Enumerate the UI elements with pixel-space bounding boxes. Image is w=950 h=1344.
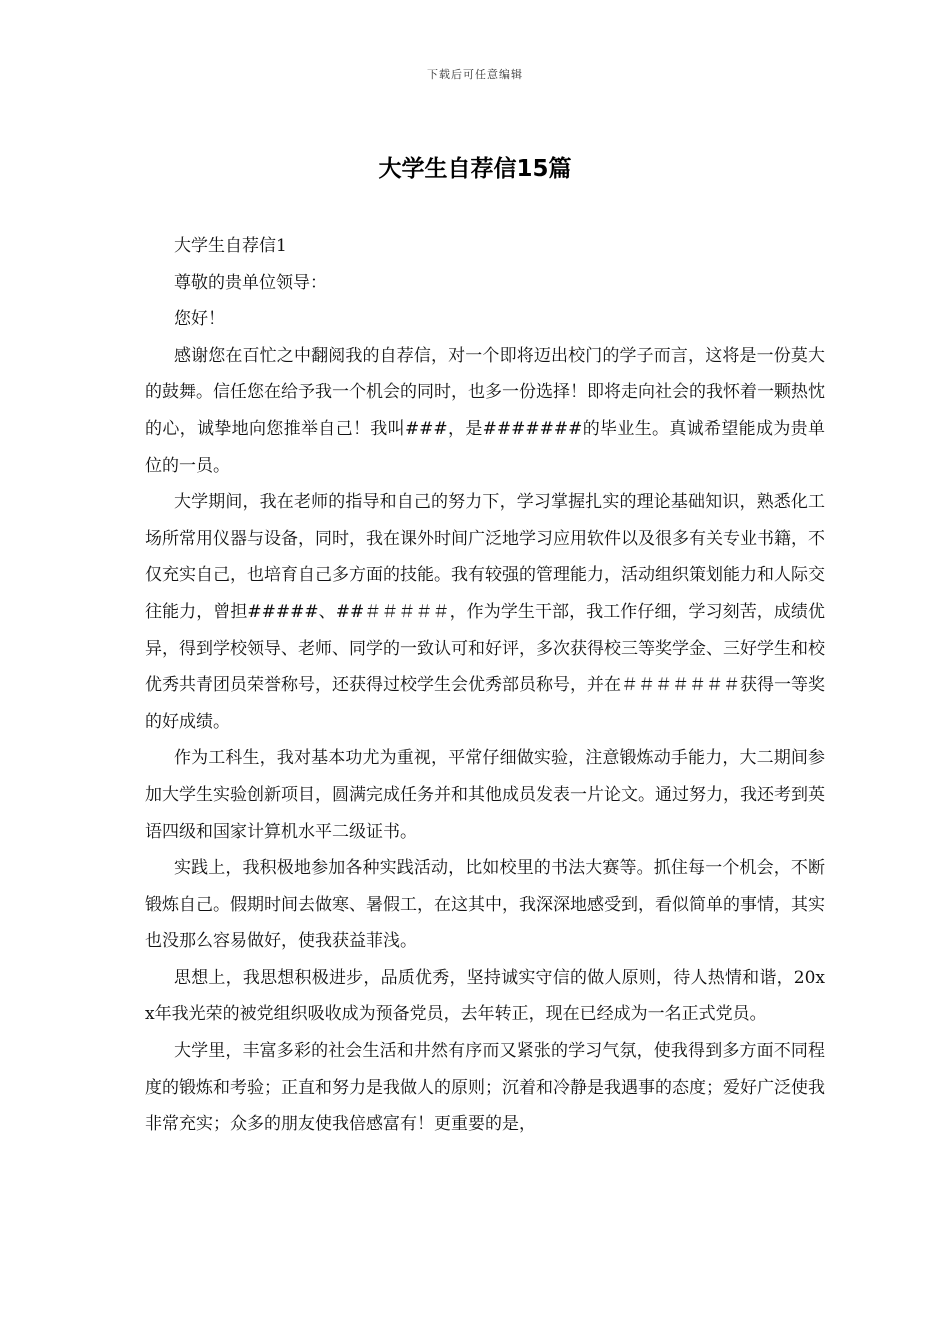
- body-paragraph: 感谢您在百忙之中翻阅我的自荐信，对一个即将迈出校门的学子而言，这将是一份莫大的鼓舞。信任您在给予我一个机会的同时，也多一份选择！即将走向社会的我怀着一颗热忱的心，诚挚地向您推举自己！我叫###，是#######的毕业生。真诚希望能成为贵单位的一员。: [145, 345, 825, 476]
- document-body: [145, 228, 825, 1143]
- body-paragraph: 作为工科生，我对基本功尤为重视，平常仔细做实验，注意锻炼动手能力，大二期间参加大学生实验创新项目，圆满完成任务并和其他成员发表一片论文。通过努力，我还考到英语四级和国家计算机水平二级证书。: [145, 748, 825, 842]
- body-paragraph: 大学里，丰富多彩的社会生活和井然有序而又紧张的学习气氛，使我得到多方面不同程度的锻炼和考验；正直和努力是我做人的原则；沉着和冷静是我遇事的态度；爱好广泛使我非常充实；众多的朋友使我倍感富有！更重要的是，: [145, 1041, 825, 1135]
- body-paragraph: 思想上，我思想积极进步，品质优秀，坚持诚实守信的做人原则，待人热情和谐，20xx年我光荣的被党组织吸收成为预备党员，去年转正，现在已经成为一名正式党员。: [145, 967, 825, 1025]
- body-paragraph: 实践上，我积极地参加各种实践活动，比如校里的书法大赛等。抓住每一个机会，不断锻炼自己。假期时间去做寒、暑假工，在这其中，我深深地感受到，看似简单的事情，其实也没那么容易做好，使我获益菲浅。: [145, 858, 825, 952]
- greeting: 您好！: [174, 309, 225, 330]
- body-paragraph: 大学期间，我在老师的指导和自己的努力下，学习掌握扎实的理论基础知识，熟悉化工场所常用仪器与设备，同时，我在课外时间广泛地学习应用软件以及很多有关专业书籍，不仅充实自己，也培育自己多方面的技能。我有较强的管理能力，活动组织策划能力和人际交往能力，曾担#####、##＃＃＃＃＃，作为学生干部，我工作仔细，学习刻苦，成绩优异，得到学校领导、老师、同学的一致认可和好评，多次获得校三等奖学金、三好学生和校优秀共青团员荣誉称号，还获得过校学生会优秀部员称号，并在＃＃＃＃＃＃＃获得一等奖的好成绩。: [145, 492, 825, 732]
- document-title: 大学生自荐信15篇: [378, 156, 572, 182]
- letter-heading: 大学生自荐信1: [174, 236, 287, 256]
- header-note: 下载后可任意编辑: [427, 68, 523, 81]
- salutation: 尊敬的贵单位领导：: [174, 272, 327, 293]
